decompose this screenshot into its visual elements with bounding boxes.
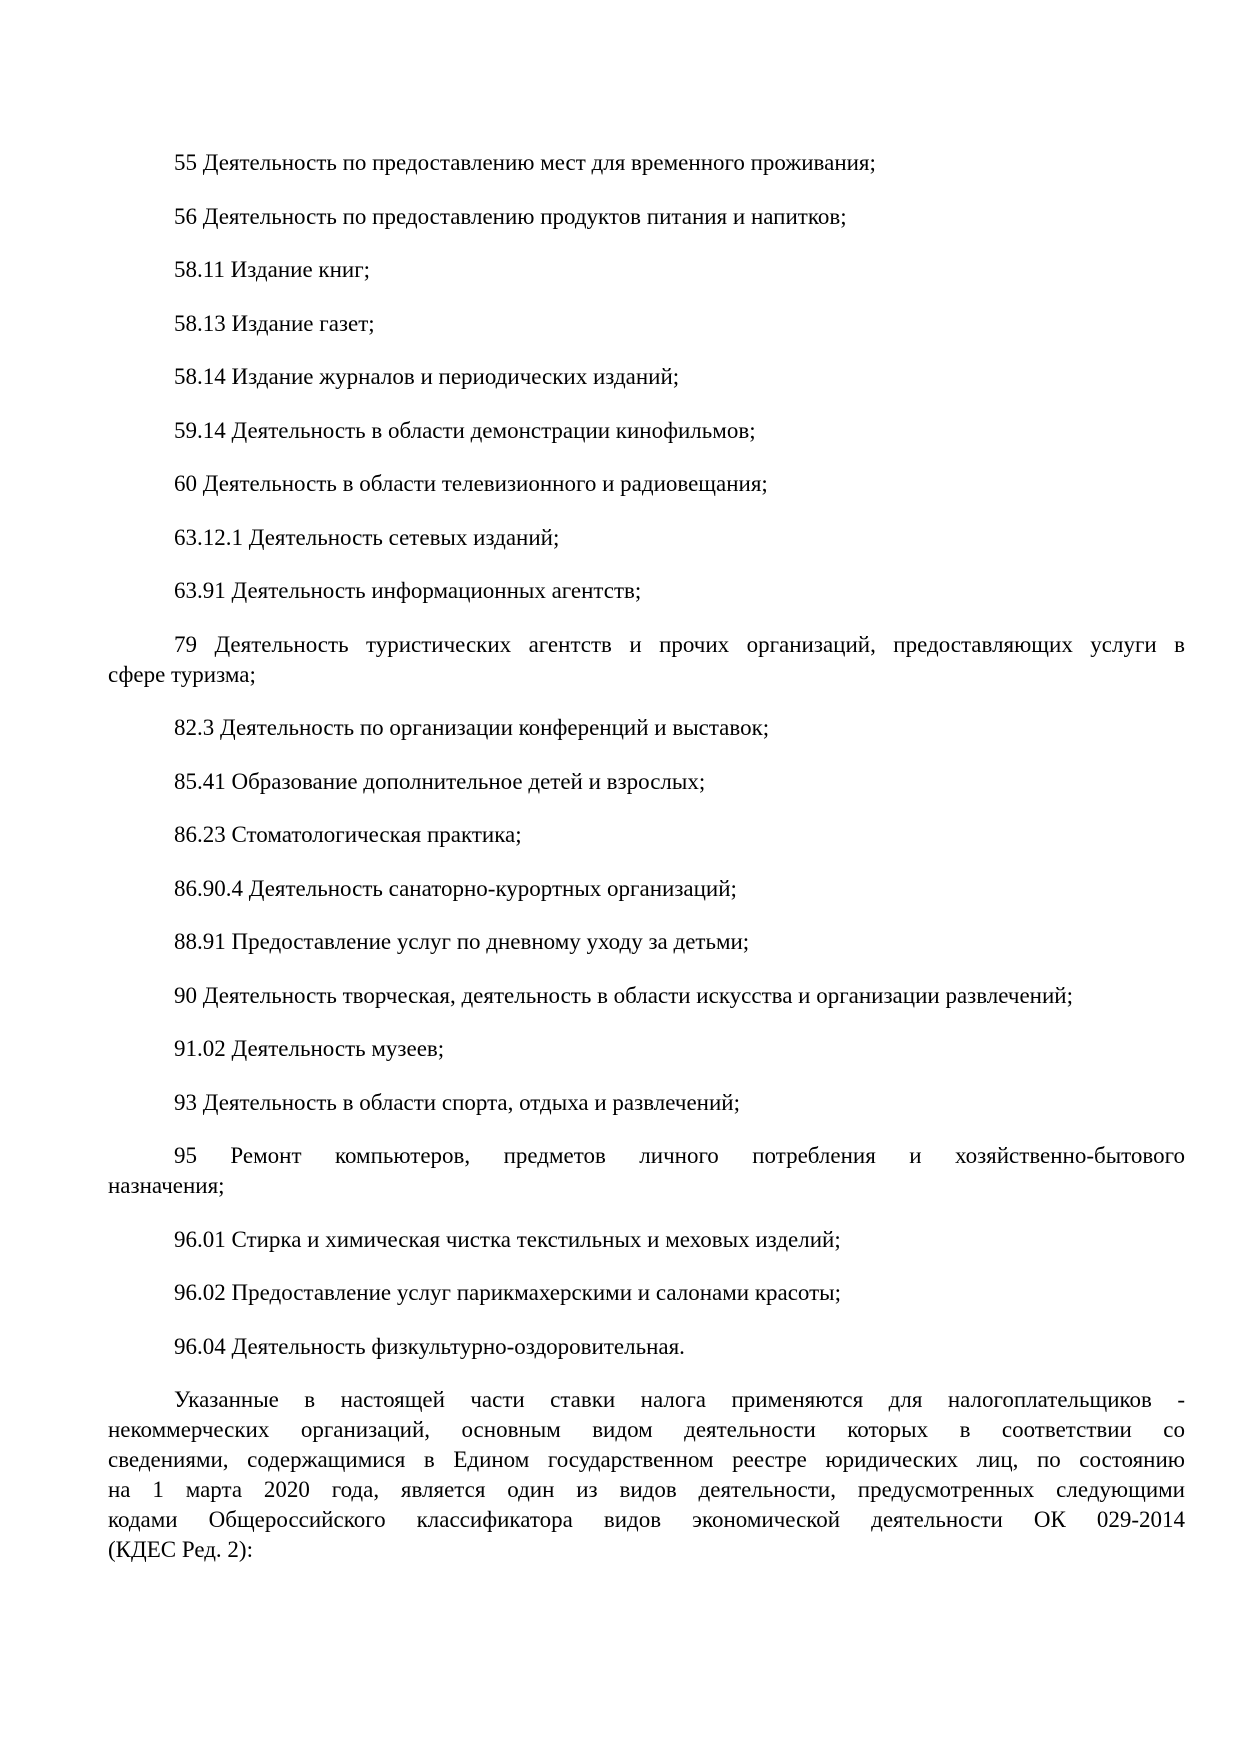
paragraph-item-96-04 <box>108 1332 1185 1362</box>
text-line: 95 Ремонт компьютеров, предметов личного потребления и хозяйственно-бытового <box>174 1143 1185 1168</box>
text-line: 55 Деятельность по предоставлению мест для временного проживания; <box>174 150 876 175</box>
paragraph-item-82-3 <box>108 713 1185 743</box>
paragraph-item-59-14 <box>108 416 1185 446</box>
paragraph-item-91-02 <box>108 1034 1185 1064</box>
text-line: 96.04 Деятельность физкультурно-оздоровительная. <box>174 1333 685 1359</box>
text-line: 86.23 Стоматологическая практика; <box>174 822 522 847</box>
text-line: 91.02 Деятельность музеев; <box>174 1036 445 1061</box>
text-line: (КДЕС Ред. 2): <box>108 1537 253 1562</box>
paragraph-item-56 <box>108 202 1185 232</box>
text-line: 59.14 Деятельность в области демонстрации кинофильмов; <box>174 417 756 443</box>
text-line: 88.91 Предоставление услуг по дневному уходу за детьми; <box>174 929 750 954</box>
paragraph-closing-paragraph <box>108 1385 1185 1565</box>
paragraph-item-88-91 <box>108 927 1185 957</box>
paragraph-item-55 <box>108 148 1185 178</box>
paragraph-item-58-14 <box>108 362 1185 392</box>
paragraph-item-96-02 <box>108 1278 1185 1308</box>
text-line: 58.14 Издание журналов и периодических изданий; <box>174 364 680 389</box>
paragraph-item-86-23 <box>108 820 1185 850</box>
text-line: 96.01 Стирка и химическая чистка текстильных и меховых изделий; <box>174 1226 841 1252</box>
text-line: 58.13 Издание газет; <box>174 310 375 336</box>
text-line: 85.41 Образование дополнительное детей и взрослых; <box>174 768 706 794</box>
paragraph-item-95 <box>108 1141 1185 1201</box>
text-line: сфере туризма; <box>108 661 256 687</box>
text-line: 58.11 Издание книг; <box>174 257 371 282</box>
text-line: 79 Деятельность туристических агентств и прочих организаций, предоставляющих услуги в <box>174 631 1185 657</box>
paragraph-item-58-13 <box>108 309 1185 339</box>
paragraph-item-96-01 <box>108 1225 1185 1255</box>
text-line: 82.3 Деятельность по организации конференций и выставок; <box>174 715 770 740</box>
text-line: 96.02 Предоставление услуг парикмахерскими и салонами красоты; <box>174 1280 842 1305</box>
text-line: сведениями, содержащимися в Едином государственном реестре юридических лиц, по состоянию <box>108 1447 1185 1472</box>
text-line: 63.91 Деятельность информационных агентств; <box>174 578 642 603</box>
paragraph-item-58-11 <box>108 255 1185 285</box>
text-line: 63.12.1 Деятельность сетевых изданий; <box>174 524 560 550</box>
paragraph-item-60 <box>108 469 1185 499</box>
text-line: 93 Деятельность в области спорта, отдыха и развлечений; <box>174 1089 740 1115</box>
paragraph-item-79 <box>108 630 1185 690</box>
paragraph-item-63-12-1 <box>108 523 1185 553</box>
text-line: Указанные в настоящей части ставки налога применяются для налогоплательщиков - <box>174 1387 1185 1412</box>
text-line: некоммерческих организаций, основным видом деятельности которых в соответствии со <box>108 1417 1185 1442</box>
paragraph-item-93 <box>108 1088 1185 1118</box>
paragraph-item-90 <box>108 981 1185 1011</box>
document-body <box>108 148 1185 1565</box>
text-line: 86.90.4 Деятельность санаторно-курортных организаций; <box>174 875 737 901</box>
text-line: кодами Общероссийского классификатора видов экономической деятельности ОК 029-2014 <box>108 1507 1185 1532</box>
paragraph-item-85-41 <box>108 767 1185 797</box>
text-line: 60 Деятельность в области телевизионного и радиовещания; <box>174 471 768 496</box>
paragraph-item-86-90-4 <box>108 874 1185 904</box>
text-line: 90 Деятельность творческая, деятельность в области искусства и организации развлечений; <box>174 982 1073 1008</box>
text-line: назначения; <box>108 1173 225 1198</box>
text-line: 56 Деятельность по предоставлению продуктов питания и напитков; <box>174 203 847 229</box>
paragraph-item-63-91 <box>108 576 1185 606</box>
text-line: на 1 марта 2020 года, является один из видов деятельности, предусмотренных следующими <box>108 1477 1185 1502</box>
